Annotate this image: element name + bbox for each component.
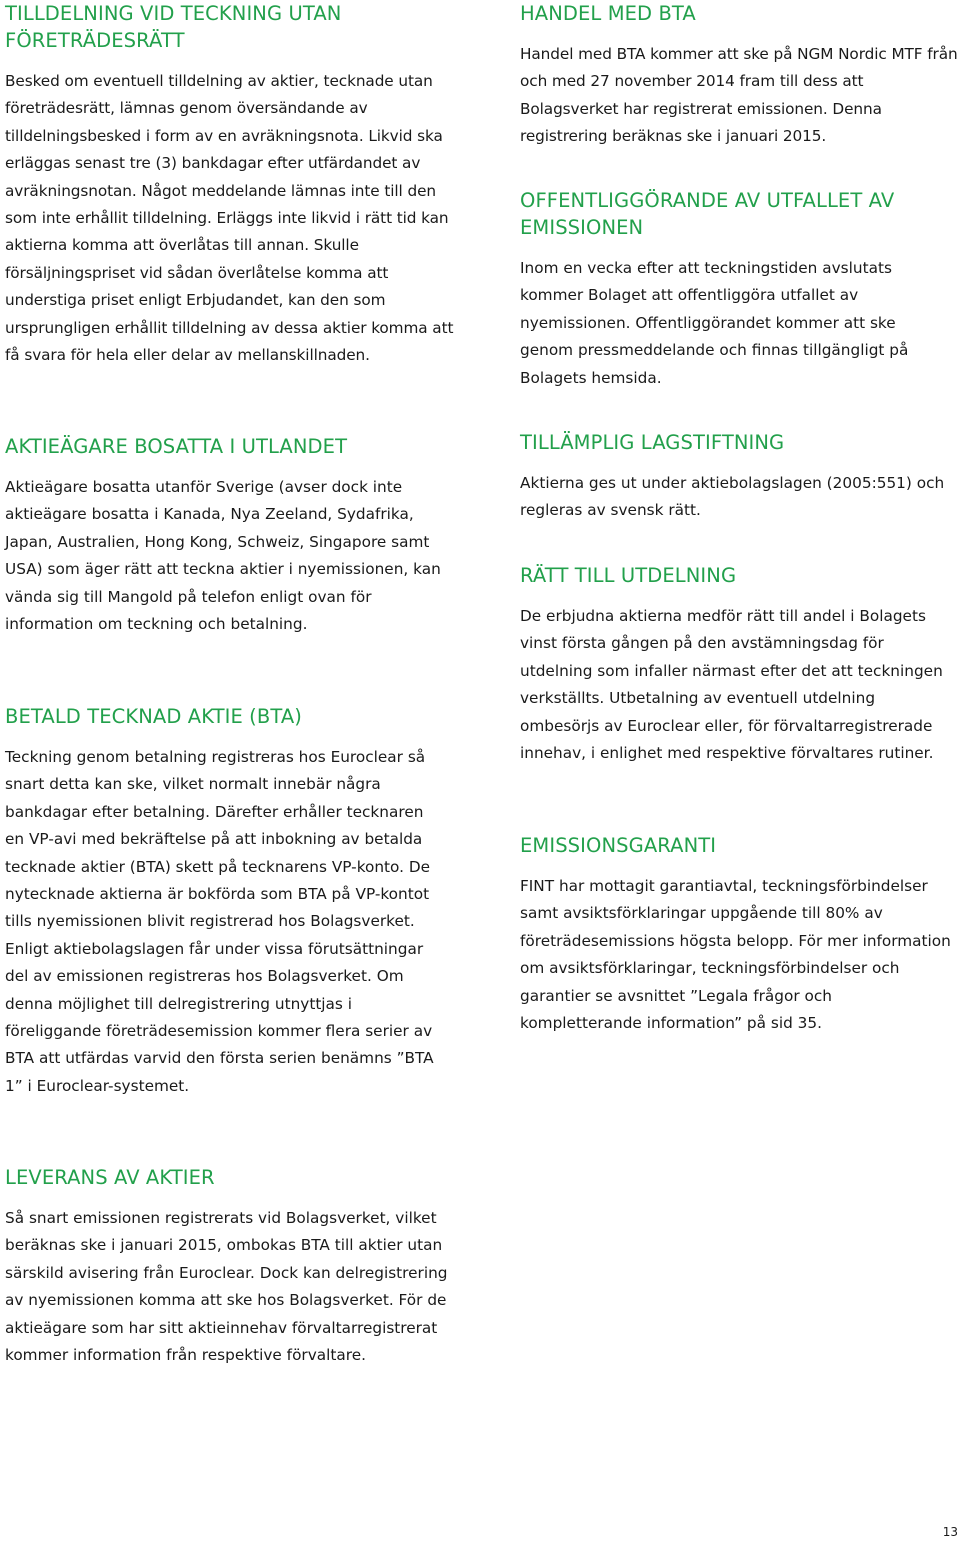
section-delivery-of-shares: [5, 1164, 463, 1369]
section-body: Så snart emissionen registrerats vid Bolagsverket, vilket beräknas ske i januari 2015, ombokas BTA till aktier utan särskild avisering från Euroclear. Dock kan delregistrering av nyemissionen komma att ske hos Bolagsverket. För de aktieägare som har sitt aktieinnehav förvaltarregistrerat kommer information från respektive förvaltare.: [5, 1209, 448, 1365]
section-paid-subscribed-share: [5, 703, 463, 1100]
section-shareholders-abroad: [5, 433, 463, 638]
section-allotment-without-preferential-rights: [5, 0, 463, 369]
section-heading: RÄTT TILL UTDELNING: [520, 564, 737, 587]
section-heading: TILLÄMPLIG LAGSTIFTNING: [520, 431, 785, 454]
section-heading: LEVERANS AV AKTIER: [5, 1166, 215, 1189]
section-heading: TILLDELNING VID TECKNING UTAN FÖRETRÄDESRÄTT: [5, 2, 342, 52]
section-trading-in-bta: [520, 0, 958, 151]
section-body: Teckning genom betalning registreras hos Euroclear så snart detta kan ske, vilket normalt innebär några bankdagar efter betalning. Därefter erhåller tecknaren en VP-avi med bekräftelse på att inbokning av betalda tecknade aktier (BTA) skett på tecknarens VP-konto. De nytecknade aktierna är bokförda som BTA på VP-kontot tills nyemissionen blivit registrerad hos Bolagsverket. Enligt aktiebolagslagen får under vissa förutsättningar del av emissionen registreras hos Bolagsverket. Om denna möjlighet till delregistrering utnyttjas i föreliggande företrädesemission kommer flera serier av BTA att utfärdas varvid den första serien benämns ”BTA 1” i Euroclear-systemet.: [5, 748, 434, 1095]
section-heading: AKTIEÄGARE BOSATTA I UTLANDET: [5, 435, 348, 458]
section-heading: OFFENTLIGGÖRANDE AV UTFALLET AV EMISSIONEN: [520, 189, 895, 239]
page-number: 13: [942, 1525, 958, 1539]
section-body: De erbjudna aktierna medför rätt till andel i Bolagets vinst första gången på den avstämningsdag för utdelning som infaller närmast efter det att teckningen verkställts. Utbetalning av eventuell utdelning ombesörjs av Euroclear eller, för förvaltarregistrerade innehav, i enlighet med respektive förvaltares rutiner.: [520, 607, 943, 763]
section-body: Aktieägare bosatta utanför Sverige (avser dock inte aktieägare bosatta i Kanada, Nya Zeeland, Sydafrika, Japan, Australien, Hong Kong, Schweiz, Singapore samt USA) som äger rätt att teckna aktier i nyemissionen, kan vända sig till Mangold på telefon enligt ovan för information om teckning och betalning.: [5, 478, 441, 634]
section-right-to-dividend: [520, 562, 958, 767]
section-heading: EMISSIONSGARANTI: [520, 834, 717, 857]
section-body: Besked om eventuell tilldelning av aktier, tecknade utan företrädesrätt, lämnas genom översändande av tilldelningsbesked i form av en avräkningsnota. Likvid ska erläggas senast tre (3) bankdagar efter utfärdandet av avräkningsnotan. Något meddelande lämnas inte till den som inte erhållit tilldelning. Erläggs inte likvid i rätt tid kan aktierna komma att överlåtas till annan. Skulle försäljningspriset vid sådan överlåtelse komma att understiga priset enligt Erbjudandet, kan den som ursprungligen erhållit tilldelning av dessa aktier komma att få svara för hela eller delar av mellanskillnaden.: [5, 72, 454, 365]
section-applicable-legislation: [520, 429, 958, 525]
section-announcement-of-outcome: [520, 187, 958, 392]
section-body: Handel med BTA kommer att ske på NGM Nordic MTF från och med 27 november 2014 fram till dess att Bolagsverket har registrerat emissionen. Denna registrering beräknas ske i januari 2015.: [520, 45, 958, 146]
section-body: Aktierna ges ut under aktiebolagslagen (2005:551) och regleras av svensk rätt.: [520, 474, 945, 520]
section-heading: BETALD TECKNAD AKTIE (BTA): [5, 705, 303, 728]
section-body: Inom en vecka efter att teckningstiden avslutats kommer Bolaget att offentliggöra utfallet av nyemissionen. Offentliggörandet kommer att ske genom pressmeddelande och finnas tillgängligt på Bolagets hemsida.: [520, 259, 909, 387]
section-issue-guarantee: [520, 832, 958, 1037]
section-body: FINT har mottagit garantiavtal, teckningsförbindelser samt avsiktsförklaringar uppgående till 80% av företrädesemissions högsta belopp. För mer information om avsiktsförklaringar, teckningsförbindelser och garantier se avsnittet ”Legala frågor och kompletterande information” på sid 35.: [520, 877, 951, 1033]
section-heading: HANDEL MED BTA: [520, 2, 696, 25]
